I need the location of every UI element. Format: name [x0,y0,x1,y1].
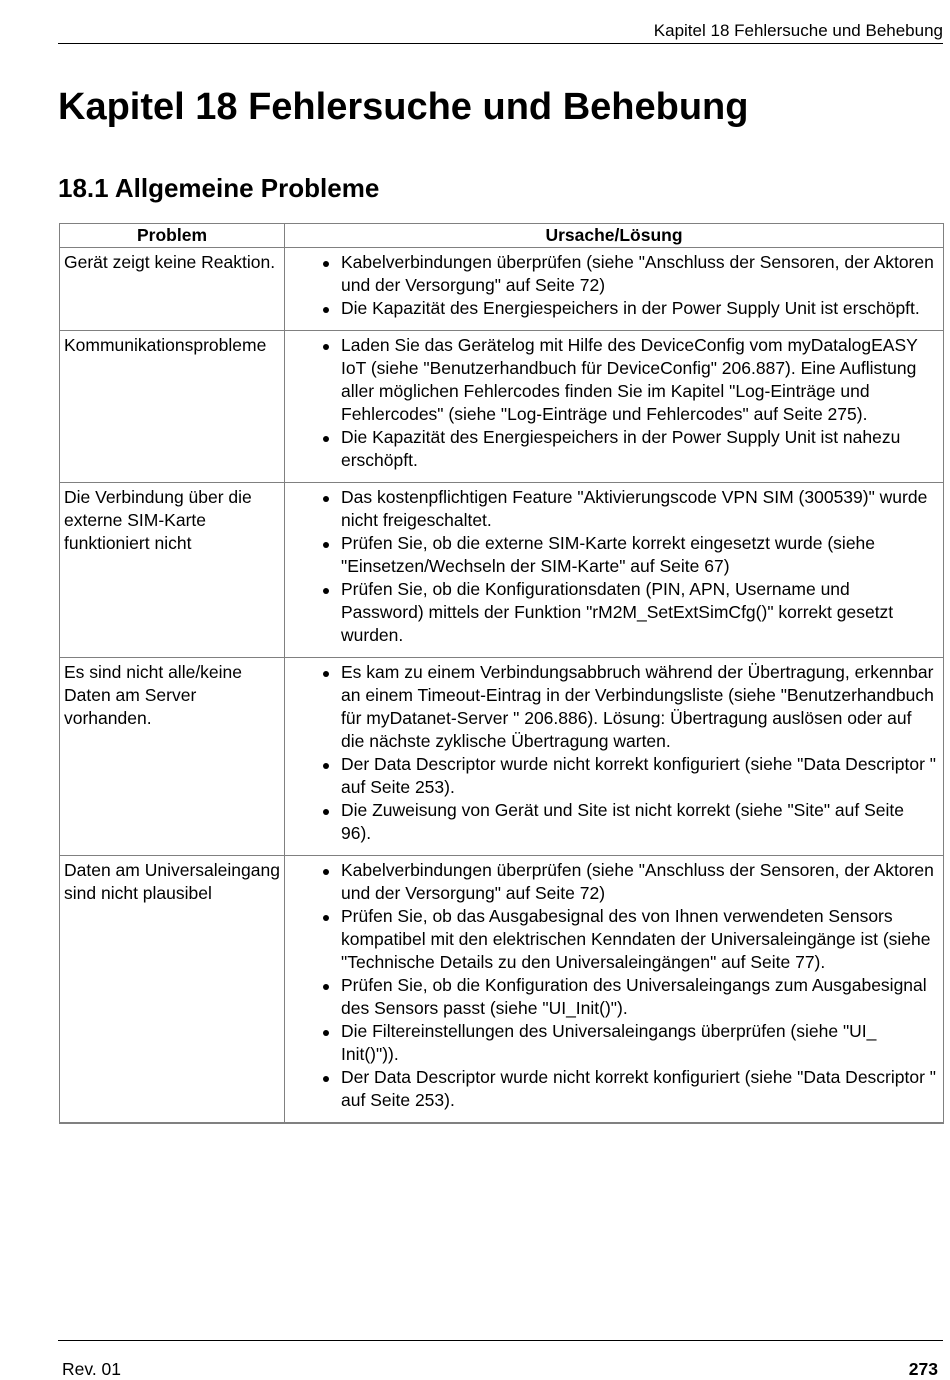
cause-item: Laden Sie das Gerätelog mit Hilfe des DeviceConfig vom myDatalogEASY IoT (siehe "Benutzerhandbuch für DeviceConfig" 206.887). Eine Auflistung aller möglichen Fehlercodes finden Sie im Kapitel "Log-Einträge und Fehlercodes" (siehe "Log-Einträge und Fehlercodes" auf Seite 275). [341,334,937,426]
table-row [60,658,944,856]
cause-item: Der Data Descriptor wurde nicht korrekt konfiguriert (siehe "Data Descriptor " auf Seite 253). [341,1067,936,1110]
column-header-problem: Problem [60,224,285,248]
problem-cell: Gerät zeigt keine Reaktion. [60,248,285,331]
cause-item: Prüfen Sie, ob das Ausgabesignal des von Ihnen verwendeten Sensors kompatibel mit den elektrischen Kenndaten der Universaleingänge ist (siehe "Technische Details zu den Universaleingängen" auf Seite 77). [341,905,937,974]
cause-item: Es kam zu einem Verbindungsabbruch während der Übertragung, erkennbar an einem Timeout-Eintrag in der Verbindungsliste (siehe "Benutzerhandbuch für myDatanet-Server " 206.886). Lösung: Übertragung auslösen oder auf die nächste zyklische Übertragung warten. [341,661,937,753]
table-row [60,248,944,331]
page-number: 273 [908,1359,938,1379]
cause-list [285,859,937,1112]
cause-item: Die Kapazität des Energiespeichers in der Power Supply Unit ist nahezu erschöpft. [341,426,937,472]
table-row [60,483,944,658]
cause-item: Das kostenpflichtigen Feature "Aktivierungscode VPN SIM (300539)" wurde nicht freigeschaltet. [341,486,937,532]
cause-item: Die Filtereinstellungen des Universaleingangs überprüfen (siehe "UI_ Init()")). [341,1020,937,1066]
table-header-row [60,224,944,248]
cause-cell [285,856,944,1124]
revision-label: Rev. 01 [62,1359,122,1379]
footer-divider [58,1340,943,1341]
running-header: Kapitel 18 Fehlersuche und Behebung [58,20,943,44]
cause-list [285,334,937,472]
table-row [60,331,944,483]
cause-item: Prüfen Sie, ob die Konfigurationsdaten (PIN, APN, Username und Password) mittels der Funktion "rM2M_SetExtSimCfg()" korrekt gesetzt wurden. [341,578,937,647]
cause-cell [285,658,944,856]
section-title: 18.1 Allgemeine Probleme [58,173,380,203]
problem-cell: Es sind nicht alle/keine Daten am Server vorhanden. [60,658,285,856]
cause-item: Kabelverbindungen überprüfen (siehe "Anschluss der Sensoren, der Aktoren und der Versorgung" auf Seite 72) [341,251,937,297]
cause-list [285,486,937,647]
cause-item: Kabelverbindungen überprüfen (siehe "Anschluss der Sensoren, der Aktoren und der Versorgung" auf Seite 72) [341,859,937,905]
cause-item: Prüfen Sie, ob die externe SIM-Karte korrekt eingesetzt wurde (siehe "Einsetzen/Wechseln der SIM-Karte" auf Seite 67) [341,532,937,578]
cause-cell [285,483,944,658]
table-row [60,856,944,1124]
cause-item: Prüfen Sie, ob die Konfiguration des Universaleingangs zum Ausgabesignal des Sensors passt (siehe "UI_Init()"). [341,974,937,1020]
cause-cell [285,331,944,483]
problem-cell: Die Verbindung über die externe SIM-Karte funktioniert nicht [60,483,285,658]
troubleshooting-table [59,223,944,1124]
problem-cell: Daten am Universaleingang sind nicht plausibel [60,856,285,1124]
cause-list [285,251,937,320]
cause-item: Der Data Descriptor wurde nicht korrekt konfiguriert (siehe "Data Descriptor " auf Seite 253). [341,754,936,797]
problem-cell: Kommunikationsprobleme [60,331,285,483]
cause-list [285,661,937,845]
chapter-title: Kapitel 18 Fehlersuche und Behebung [58,86,749,128]
cause-item: Die Kapazität des Energiespeichers in der Power Supply Unit ist erschöpft. [341,297,937,320]
cause-item: Die Zuweisung von Gerät und Site ist nicht korrekt (siehe "Site" auf Seite 96). [341,799,937,845]
column-header-cause: Ursache/Lösung [285,224,944,248]
cause-cell [285,248,944,331]
